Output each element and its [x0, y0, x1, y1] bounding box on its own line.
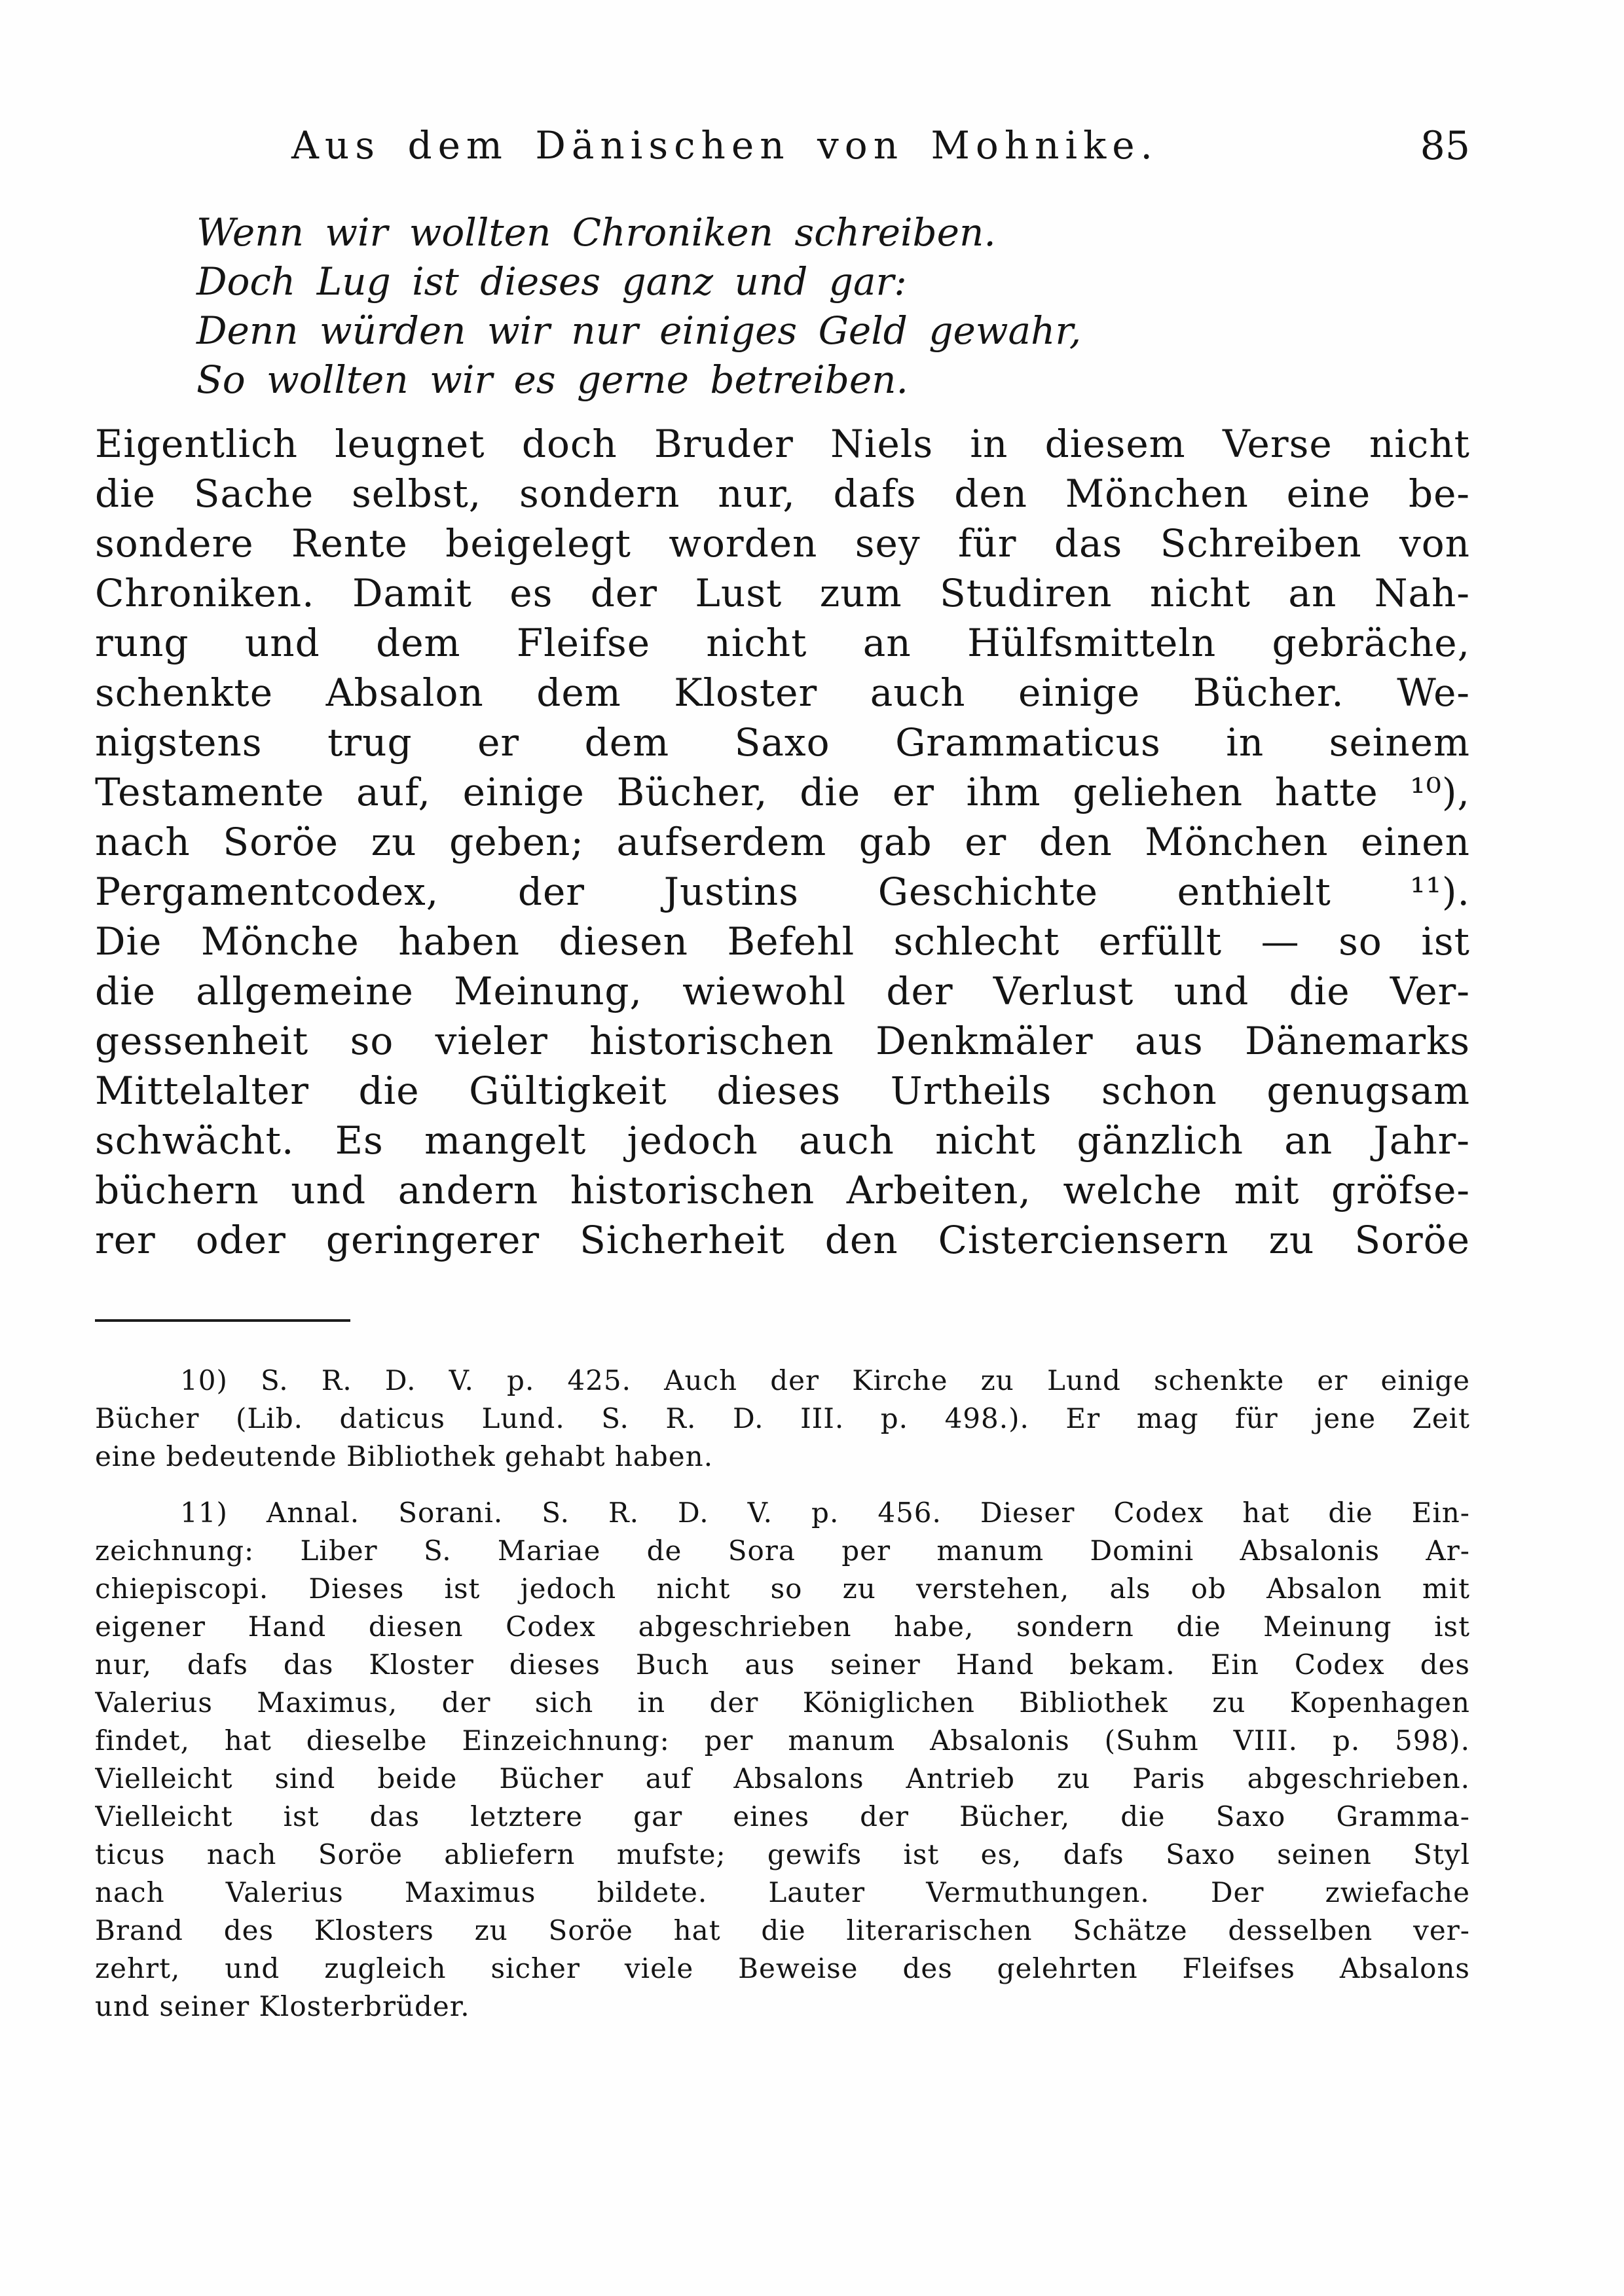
- footnote-line: findet, hat dieselbe Einzeichnung: per manum Absalonis (Suhm VIII. p. 598).: [95, 1724, 1470, 1757]
- body-line: Die Mönche haben diesen Befehl schlecht erfüllt — so ist: [95, 919, 1470, 964]
- body-text: [95, 419, 1470, 1265]
- footnote-line: Bücher (Lib. daticus Lund. S. R. D. III. p. 498.). Er mag für jene Zeit: [95, 1402, 1470, 1434]
- verse-block: [196, 208, 1310, 405]
- footnote-10: [95, 1362, 1470, 1476]
- footnote-line: eine bedeutende Bibliothek gehabt haben.: [95, 1440, 714, 1472]
- footnote-line: eigener Hand diesen Codex abgeschrieben habe, sondern die Meinung ist: [95, 1611, 1470, 1643]
- footnote-line: Vielleicht ist das letztere gar eines der Bücher, die Saxo Gramma-: [95, 1800, 1470, 1832]
- body-line: rung und dem Fleifse nicht an Hülfsmitteln gebräche,: [95, 621, 1470, 665]
- footnote-line: ticus nach Soröe abliefern mufste; gewifs ist es, dafs Saxo seinen Styl: [95, 1838, 1470, 1870]
- running-head: [291, 123, 1470, 175]
- footnote-line: 11) Annal. Sorani. S. R. D. V. p. 456. Dieser Codex hat die Ein-: [180, 1497, 1470, 1529]
- footnote-11: [95, 1494, 1470, 2026]
- body-line: Chroniken. Damit es der Lust zum Studiren nicht an Nah-: [95, 571, 1470, 615]
- body-line: Mittelalter die Gültigkeit dieses Urtheils schon genugsam: [95, 1068, 1470, 1113]
- footnotes: [95, 1362, 1470, 2044]
- body-line: Testamente auf, einige Bücher, die er ihm geliehen hatte ¹⁰),: [95, 770, 1470, 814]
- body-line: die Sache selbst, sondern nur, dafs den Mönchen eine be-: [95, 471, 1470, 516]
- footnote-line: Vielleicht sind beide Bücher auf Absalons Antrieb zu Paris abgeschrieben.: [95, 1762, 1470, 1795]
- body-line: Eigentlich leugnet doch Bruder Niels in diesem Verse nicht: [95, 422, 1470, 466]
- footnote-line: zehrt, und zugleich sicher viele Beweise des gelehrten Fleifses Absalons: [95, 1952, 1470, 1984]
- footnote-line: nach Valerius Maximus bildete. Lauter Vermuthungen. Der zwiefache: [95, 1876, 1470, 1908]
- footnote-line: und seiner Klosterbrüder.: [95, 1990, 470, 2022]
- body-line: gessenheit so vieler historischen Denkmäler aus Dänemarks: [95, 1019, 1470, 1063]
- footnote-line: 10) S. R. D. V. p. 425. Auch der Kirche zu Lund schenkte er einige: [180, 1364, 1470, 1396]
- body-line: büchern und andern historischen Arbeiten, welche mit gröfse-: [95, 1168, 1470, 1212]
- body-line: rer oder geringerer Sicherheit den Cisterciensern zu Soröe: [95, 1218, 1470, 1262]
- verse-line: Denn würden wir nur einiges Geld gewahr,: [196, 308, 1082, 353]
- body-line: nach Soröe zu geben; aufserdem gab er den Mönchen einen: [95, 820, 1470, 864]
- page-number: 85: [1420, 123, 1470, 169]
- verse-line: So wollten wir es gerne betreiben.: [196, 357, 908, 402]
- running-title: Aus dem Dänischen von Mohnike.: [291, 123, 1158, 168]
- body-line: sondere Rente beigelegt worden sey für das Schreiben von: [95, 521, 1470, 566]
- body-line: die allgemeine Meinung, wiewohl der Verlust und die Ver-: [95, 969, 1470, 1013]
- footnote-line: nur, dafs das Kloster dieses Buch aus seiner Hand bekam. Ein Codex des: [95, 1649, 1470, 1681]
- footnote-line: chiepiscopi. Dieses ist jedoch nicht so zu verstehen, als ob Absalon mit: [95, 1573, 1470, 1605]
- footnote-rule: [95, 1319, 350, 1322]
- body-line: nigstens trug er dem Saxo Grammaticus in seinem: [95, 720, 1470, 765]
- body-line: Pergamentcodex, der Justins Geschichte enthielt ¹¹).: [95, 869, 1470, 914]
- footnote-line: Valerius Maximus, der sich in der Königlichen Bibliothek zu Kopenhagen: [95, 1686, 1470, 1719]
- footnote-line: Brand des Klosters zu Soröe hat die literarischen Schätze desselben ver-: [95, 1914, 1470, 1946]
- body-line: schwächt. Es mangelt jedoch auch nicht gänzlich an Jahr-: [95, 1118, 1470, 1163]
- verse-line: Wenn wir wollten Chroniken schreiben.: [196, 210, 996, 255]
- verse-line: Doch Lug ist dieses ganz und gar:: [196, 259, 907, 304]
- footnote-line: zeichnung: Liber S. Mariae de Sora per manum Domini Absalonis Ar-: [95, 1535, 1470, 1567]
- body-line: schenkte Absalon dem Kloster auch einige Bücher. We-: [95, 670, 1470, 715]
